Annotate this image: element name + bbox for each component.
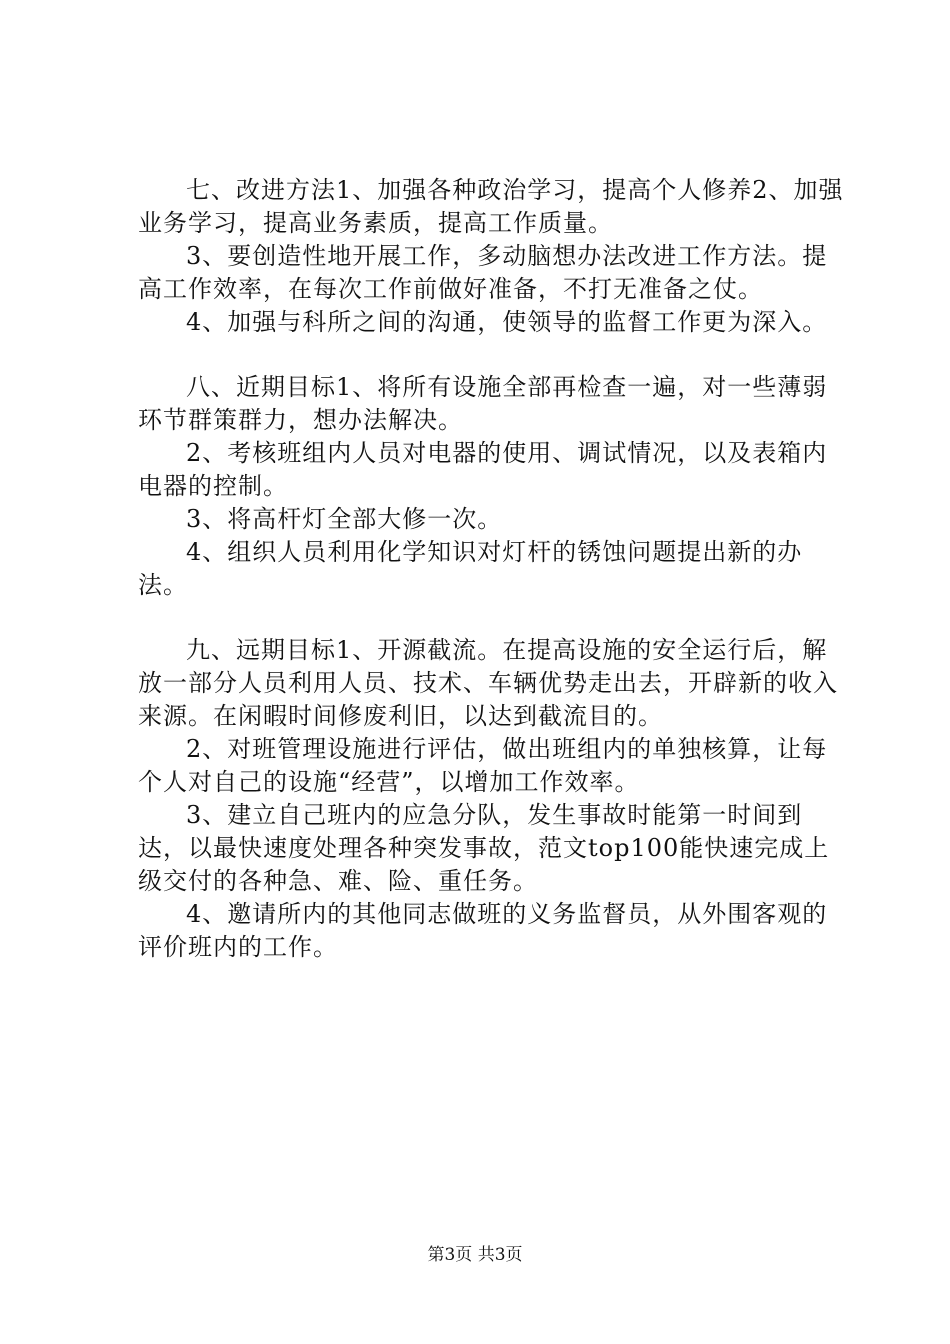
paragraph: 2、对班管理设施进行评估，做出班组内的单独核算，让每个人对自己的设施“经营”，以增加工作效率。 bbox=[138, 735, 828, 796]
paragraph: 3、将高杆灯全部大修一次。 bbox=[186, 505, 503, 533]
section-long-term-goals bbox=[138, 634, 850, 964]
paragraph: 4、组织人员利用化学知识对灯杆的锈蚀问题提出新的办法。 bbox=[138, 538, 803, 599]
paragraph: 七、改进方法1、加强各种政治学习，提高个人修养2、加强业务学习，提高业务素质，提高工作质量。 bbox=[138, 176, 844, 237]
paragraph: 3、建立自己班内的应急分队，发生事故时能第一时间到达，以最快速度处理各种突发事故，范文top100能快速完成上级交付的各种急、难、险、重任务。 bbox=[138, 801, 830, 895]
paragraph: 4、加强与科所之间的沟通，使领导的监督工作更为深入。 bbox=[186, 308, 828, 336]
page-footer: 第3页 共3页 bbox=[427, 1245, 523, 1265]
paragraph: 八、近期目标1、将所有设施全部再检查一遍，对一些薄弱环节群策群力，想办法解决。 bbox=[138, 373, 828, 434]
paragraph: 3、要创造性地开展工作，多动脑想办法改进工作方法。提高工作效率，在每次工作前做好准备，不打无准备之仗。 bbox=[138, 242, 828, 303]
document-body bbox=[138, 174, 850, 964]
paragraph: 4、邀请所内的其他同志做班的义务监督员，从外围客观的评价班内的工作。 bbox=[138, 900, 828, 961]
section-improvement-methods bbox=[138, 174, 850, 339]
paragraph: 2、考核班组内人员对电器的使用、调试情况，以及表箱内电器的控制。 bbox=[138, 439, 828, 500]
section-short-term-goals bbox=[138, 371, 850, 602]
paragraph: 九、远期目标1、开源截流。在提高设施的安全运行后，解放一部分人员利用人员、技术、车辆优势走出去，开辟新的收入来源。在闲暇时间修废利旧，以达到截流目的。 bbox=[138, 636, 838, 730]
